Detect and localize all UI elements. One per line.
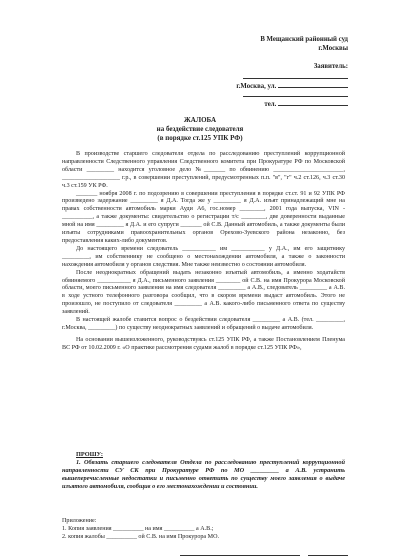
court-name: В Мещанский районный суд — [260, 36, 348, 43]
request-text: 1. Обязать старшего следователя Отдела по расследованию преступлений коррупционной направленности СУ СК при Прокуратуре РФ по МО _________ а А.В. устранить вышеперечисленные недостатки и письменно ответить по существу моего заявления о выдаче изъятого автомобиля, сообщив о его местонахождении и состоянии. — [62, 459, 345, 490]
court-city: г.Москвы — [318, 45, 348, 52]
paragraph-appeals: После неоднократных обращений выдать незаконно изъятый автомобиль, а именно ходатайств обвиняемого ___________ я Д.А., письменного заявления ________ ой С.В. на имя Прокурора Московской области, моего письменного заявления на имя следователя _________ а А.В., следователь _________ а А.В. в ходе устного телефонного разговора сообщил, что в скором времени выдаст автомобиль. Этого не произошло, не поступило от следователя _________ а А.В. какого-либо письменного ответа по существу заявлений. — [62, 269, 345, 316]
attachment-item-2: 2. копия жалобы __________ ой С.В. на имя Прокурора МО. — [62, 534, 219, 540]
paragraph-detention: _______ ноября 2008 г. по подозрению в совершении преступления в порядке ст.ст. 91 и 92 УПК РФ произведено задержание _________ я Д.А. Тогда же у _________ я Д.А. изъят принадлежащий мне на правах собственности автомобиль марки Ауди А6, гос.номер ________, 2001 года выпуска, VIN - __________, а также документы: свидетельство о регистрации т/с ________, две доверенности выданные мной на имя _________ я Д.А. и его супруги _______ ой С.В. Данный автомобиль, а также документы были изъяты сотрудниками правоохранительных органов Орехово-Зуевского района незаконно, без предоставления каких-либо документов. — [62, 190, 345, 244]
applicant-label: Заявитель: — [313, 63, 348, 70]
request-heading: ПРОШУ: — [76, 451, 103, 458]
paragraph-case: В производстве старшего следователя отдела по расследованию преступлений коррупционной направленности Следственного управления Следственного комитета при Прокуратуре РФ по Московской области _________ находится уголовное дело №_______ по обвинению _______________________, ___________________ г.р., в совершении преступлений, предусмотренных п.п. "в", "г" ч.2 ст.126, ч.3 ст.30 ч.3 ст.159 УК РФ. — [62, 151, 345, 189]
signature-line — [62, 549, 352, 558]
paragraph-grounds: На основании вышеизложенного, руководствуясь ст.125 УПК РФ, а также Постановлением Пленума ВС РФ от 10.02.2009 г. «О практике рассмотрения судами жалоб в порядке ст.125 УПК РФ», — [62, 336, 345, 351]
document-subtitle: на бездействие следователя — [156, 125, 244, 133]
request-block — [62, 451, 345, 491]
attachments-label: Приложение: — [62, 518, 97, 524]
applicant-address: г.Москва, ул. — [236, 81, 348, 92]
attachment-item-1: 1. Копия заявления __________ на имя __________ а А.В.; — [62, 526, 214, 532]
document-subtitle-basis: (в порядке ст.125 УПК РФ) — [157, 134, 243, 142]
document-title: ЖАЛОБА — [183, 116, 217, 124]
complaint-body — [62, 151, 345, 353]
attachments — [62, 517, 352, 541]
paragraph-subject: В настоящей жалобе ставится вопрос о бездействии следователя _________ а А.В. (тел. _________, г.Москва, _________) по существу неоднократных заявлений и обращений о выдаче автомобиля. — [62, 317, 345, 331]
applicant-phone: тел. — [264, 99, 348, 110]
paragraph-no-info: До настоящего времени следователь ___________ им ___________ у Д.А., им его защитнику _________, им собственнику не сообщено о местонахождении автомобиля, а также о законности нахождения автомобиля у органов следствия. Мне также неизвестно о состоянии автомобиля. — [62, 245, 345, 268]
